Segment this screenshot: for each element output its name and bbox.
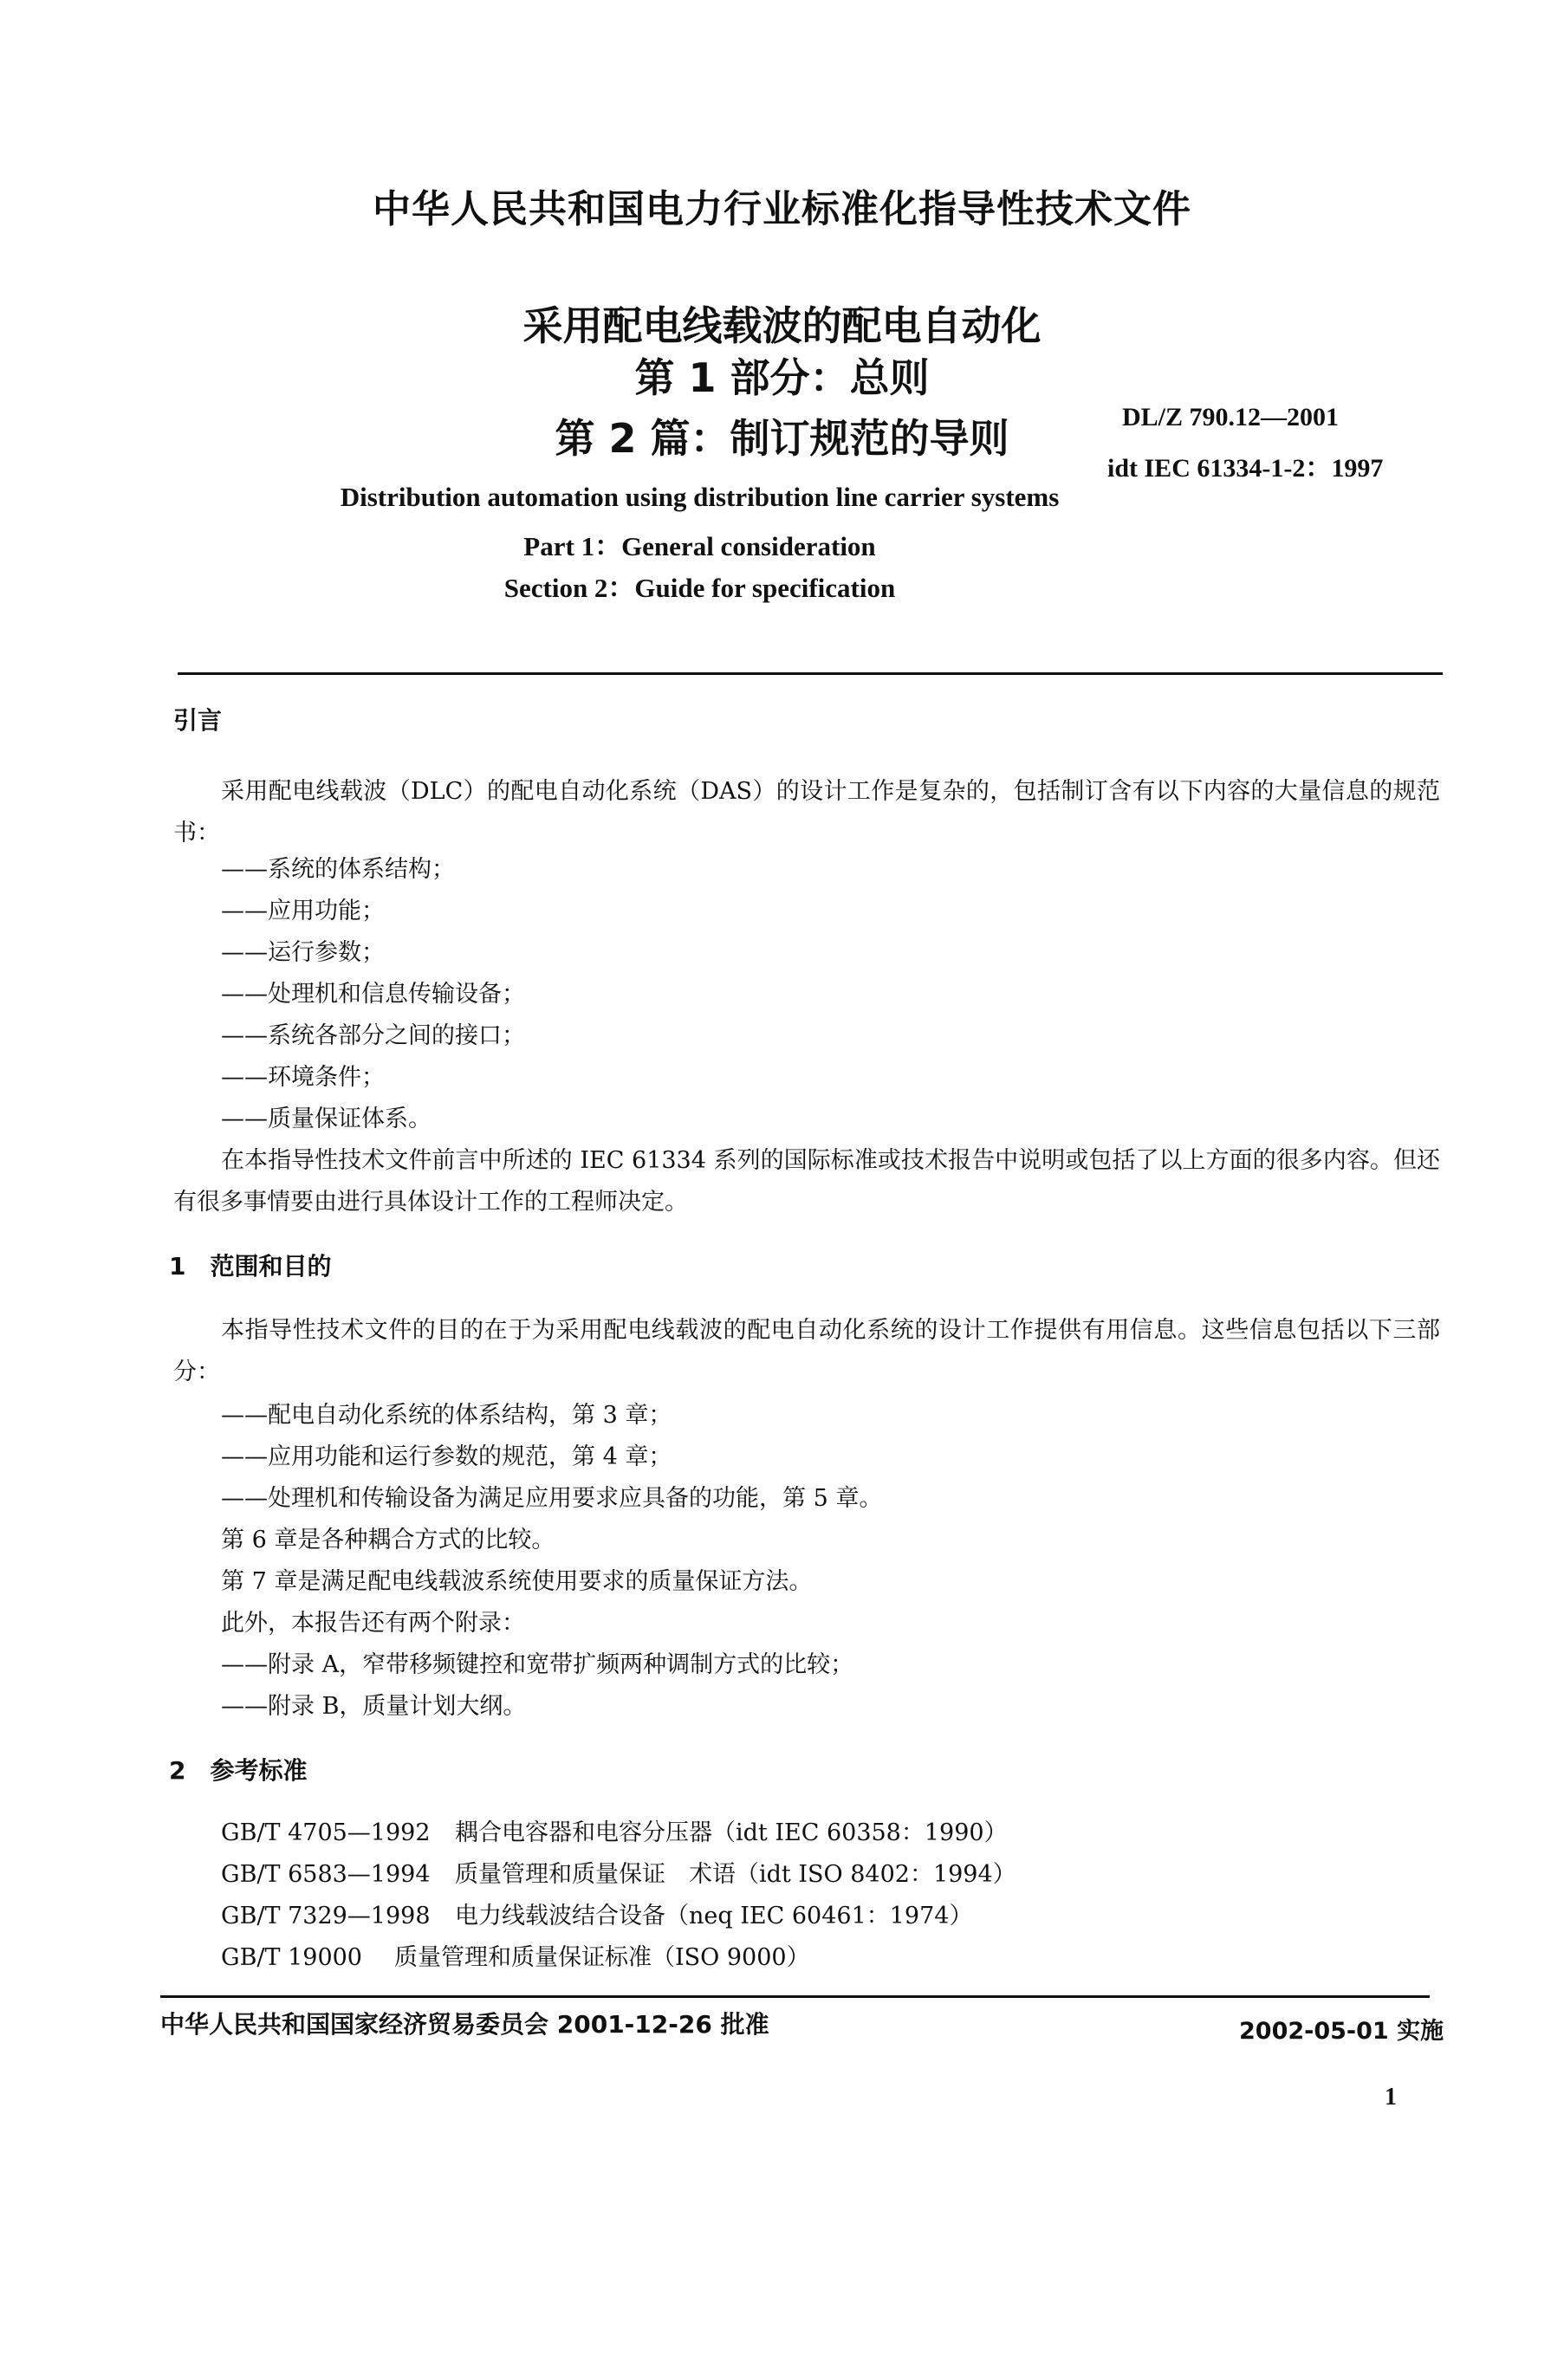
header-divider <box>178 672 1443 675</box>
reference-code: GB/T 7329—1998 <box>221 1903 431 1929</box>
intro-heading: 引言 <box>173 706 223 735</box>
reference-code: GB/T 4705—1992 <box>221 1819 431 1846</box>
reference-title: 电力线载波结合设备（neq IEC 60461：1974） <box>455 1903 973 1929</box>
list-item: 第 7 章是满足配电线载波系统使用要求的质量保证方法。 <box>221 1568 813 1595</box>
chinese-title-line-3: 第 2 篇：制订规范的导则 <box>555 415 1009 462</box>
english-title-line-1: Distribution automation using distribution line carrier systems <box>340 482 1060 512</box>
list-item: ——质量保证体系。 <box>221 1106 432 1132</box>
footer-divider <box>160 1995 1430 1998</box>
list-item: 第 6 章是各种耦合方式的比较。 <box>221 1527 555 1553</box>
list-item: ——系统各部分之间的接口； <box>221 1022 525 1049</box>
chinese-title-line-1: 采用配电线载波的配电自动化 <box>522 302 1042 349</box>
standard-number: DL/Z 790.12—2001 <box>1122 403 1340 431</box>
section-1-paragraph: 本指导性技术文件的目的在于为采用配电线载波的配电自动化系统的设计工作提供有用信息。这些信息包括以下三部分： <box>173 1317 1440 1385</box>
intro-paragraph-1: 采用配电线载波（DLC）的配电自动化系统（DAS）的设计工作是复杂的，包括制订含有以下内容的大量信息的规范书： <box>173 778 1440 846</box>
reference-code: GB/T 19000 <box>221 1944 362 1971</box>
effective-date: 2002-05-01 实施 <box>1239 2018 1444 2045</box>
english-title-line-2: Part 1：General consideration <box>523 531 876 561</box>
list-item: ——环境条件； <box>221 1064 385 1091</box>
list-item: 此外，本报告还有两个附录： <box>221 1610 525 1637</box>
english-title-line-3: Section 2：Guide for specification <box>503 573 896 603</box>
list-item: ——配电自动化系统的体系结构，第 3 章； <box>221 1402 672 1429</box>
page-number: 1 <box>1385 2084 1397 2111</box>
series-title: 中华人民共和国电力行业标准化指导性技术文件 <box>373 187 1191 231</box>
section-2-heading: 2 参考标准 <box>169 1756 308 1785</box>
list-item: ——应用功能和运行参数的规范，第 4 章； <box>221 1443 672 1470</box>
standard-equivalence: idt IEC 61334-1-2：1997 <box>1107 454 1384 483</box>
list-item: ——系统的体系结构； <box>221 856 455 883</box>
list-item: ——应用功能； <box>221 898 385 924</box>
list-item: ——运行参数； <box>221 939 385 966</box>
intro-paragraph-2: 在本指导性技术文件前言中所述的 IEC 61334 系列的国际标准或技术报告中说明或包括了以上方面的很多内容。但还有很多事情要由进行具体设计工作的工程师决定。 <box>173 1147 1440 1216</box>
list-item: ——处理机和信息传输设备； <box>221 981 525 1008</box>
list-item: ——附录 A，窄带移频键控和宽带扩频两种调制方式的比较； <box>221 1651 854 1678</box>
list-item: ——处理机和传输设备为满足应用要求应具备的功能，第 5 章。 <box>221 1485 883 1512</box>
reference-title: 耦合电容器和电容分压器（idt IEC 60358：1990） <box>455 1819 1008 1846</box>
reference-code: GB/T 6583—1994 <box>221 1861 431 1888</box>
chinese-title-line-2: 第 1 部分：总则 <box>634 354 930 401</box>
section-1-heading: 1 范围和目的 <box>169 1252 332 1281</box>
approval-statement: 中华人民共和国国家经济贸易委员会 2001-12-26 批准 <box>160 2010 769 2039</box>
reference-row <box>221 1813 1008 1853</box>
list-item: ——附录 B，质量计划大纲。 <box>221 1693 527 1720</box>
reference-row <box>221 1896 972 1936</box>
reference-row <box>221 1854 1016 1895</box>
reference-title: 质量管理和质量保证 术语（idt ISO 8402：1994） <box>455 1861 1016 1888</box>
reference-row <box>221 1937 810 1978</box>
reference-title: 质量管理和质量保证标准（ISO 9000） <box>394 1944 810 1971</box>
